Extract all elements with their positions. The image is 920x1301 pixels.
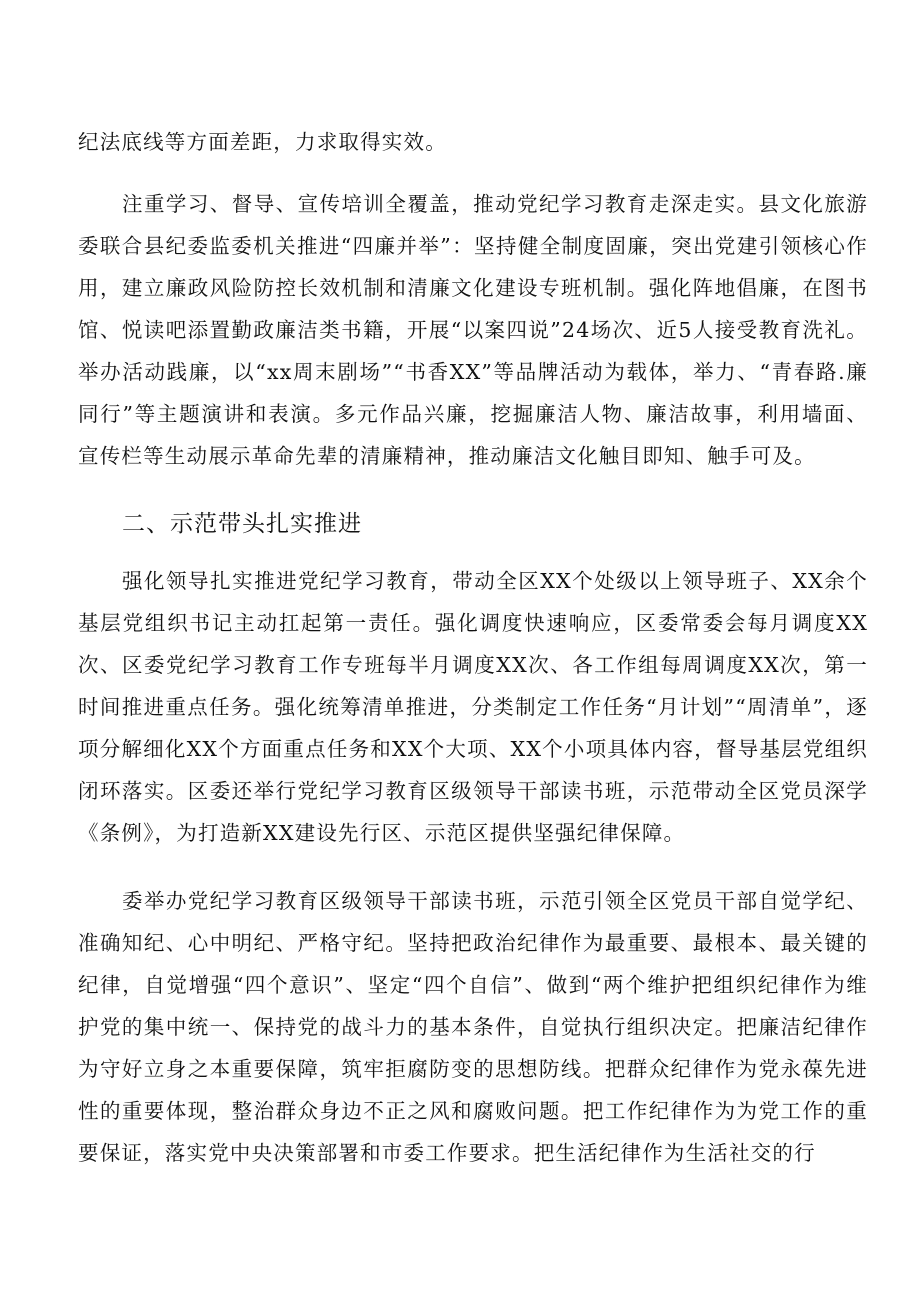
paragraph-continuation: 纪法底线等方面差距，力求取得实效。 [78,130,447,154]
paragraph-study-supervision: 注重学习、督导、宣传培训全覆盖，推动党纪学习教育走深走实。县文化旅游委联合县纪委监委机关推进“四廉并举”：坚持健全制度固廉，突出党建引领核心作用，建立廉政风险防控长效机制和清廉文化建设专班机制。强化阵地倡廉，在图书馆、悦读吧添置勤政廉洁类书籍，开展“以案四说”24场次、近5人接受教育洗礼。举办活动践廉，以“xx周末剧场”“书香XX”等品牌活动为载体，举力、“青春路.廉同行”等主题演讲和表演。多元作品兴廉，挖掘廉洁人物、廉洁故事，利用墙面、宣传栏等生动展示革命先辈的清廉精神，推动廉洁文化触目即知、触手可及。 [78,192,868,468]
paragraph-reading-class: 委举办党纪学习教育区级领导干部读书班，示范引领全区党员干部自觉学纪、准确知纪、心中明纪、严格守纪。坚持把政治纪律作为最重要、最根本、最关键的纪律，自觉增强“四个意识”、坚定“四个自信”、做到“两个维护把组织纪律作为维护党的集中统一、保持党的战斗力的基本条件，自觉执行组织决定。把廉洁纪律作为守好立身之本重要保障，筑牢拒腐防变的思想防线。把群众纪律作为党永葆先进性的重要体现，整治群众身边不正之风和腐败问题。把工作纪律作为为党工作的重要保证，落实党中央决策部署和市委工作要求。把生活纪律作为生活社交的行 [78,889,868,1165]
paragraph-leadership: 强化领导扎实推进党纪学习教育，带动全区XX个处级以上领导班子、XX余个基层党组织书记主动扛起第一责任。强化调度快速响应，区委常委会每月调度XX次、区委党纪学习教育工作专班每半月调度XX次、各工作组每周调度XX次，第一时间推进重点任务。强化统筹清单推进，分类制定工作任务“月计划”“周清单”，逐项分解细化XX个方面重点任务和XX个大项、XX个小项具体内容，督导基层党组织闭环落实。区委还举行党纪学习教育区级领导干部读书班，示范带动全区党员深学《条例》，为打造新XX建设先行区、示范区提供坚强纪律保障。 [78,569,868,845]
section-heading: 二、示范带头扎实推进 [122,511,362,537]
